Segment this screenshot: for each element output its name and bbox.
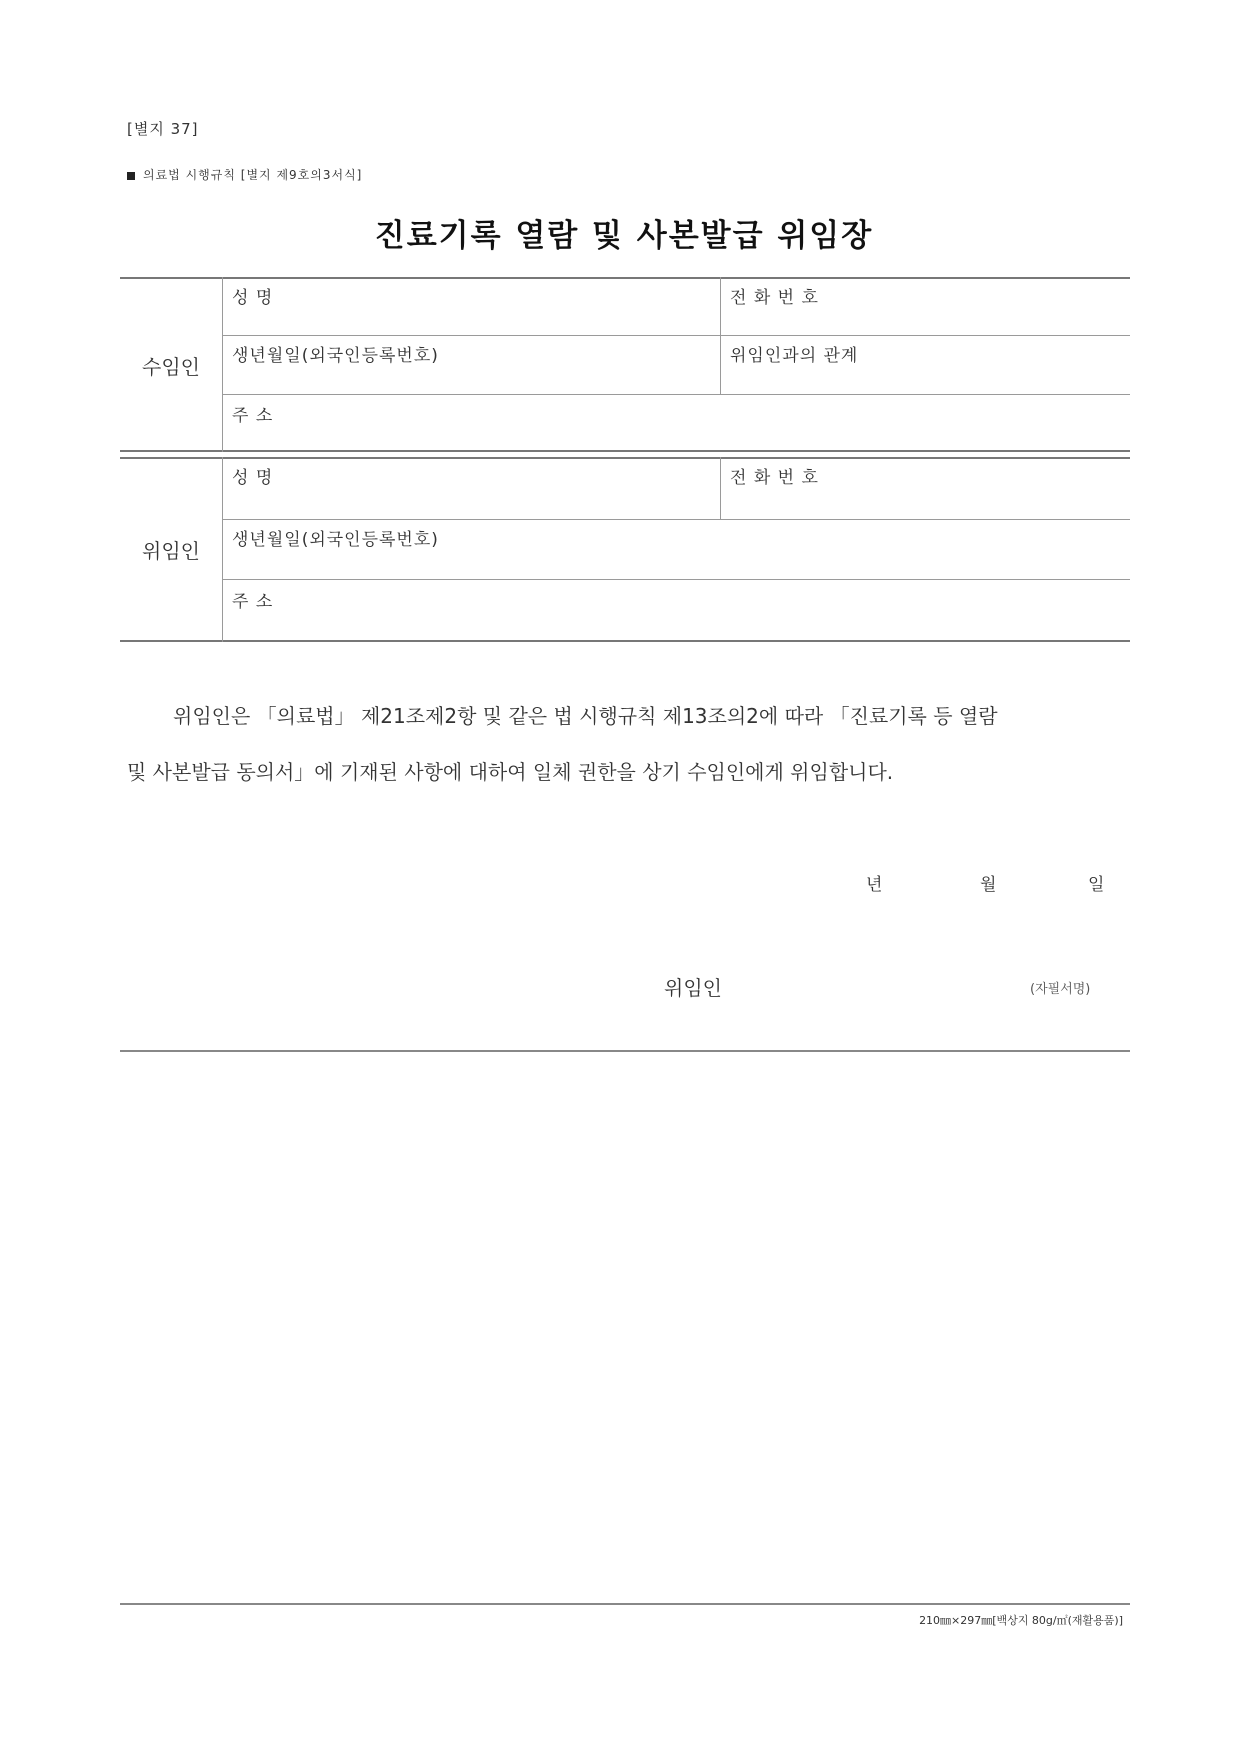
recipient-phone-field[interactable]: 전 화 번 호: [730, 288, 819, 308]
recipient-name-field[interactable]: 성 명: [232, 288, 274, 308]
delegator-address-field[interactable]: 주 소: [232, 592, 274, 612]
statement-line-1: 위임인은 「의료법」 제21조제2항 및 같은 법 시행규칙 제13조의2에 따라 「진료기록 등 열람: [173, 704, 998, 728]
recipient-relation-field[interactable]: 위임인과의 관계: [730, 346, 859, 366]
paper-spec: 210㎜×297㎜[백상지 80g/㎡(재활용품)]: [919, 1614, 1123, 1627]
annex-number: [별지 37]: [127, 120, 199, 138]
delegator-phone-field[interactable]: 전 화 번 호: [730, 468, 819, 488]
statement-line-2: 및 사본발급 동의서」에 기재된 사항에 대하여 일체 권한을 상기 수임인에게 위임합니다.: [127, 760, 894, 784]
square-bullet-icon: [127, 172, 135, 180]
recipient-heading: 수임인: [142, 355, 200, 379]
recipient-address-field[interactable]: 주 소: [232, 406, 274, 426]
footer-divider: [120, 1603, 1130, 1605]
signature-field[interactable]: (자필서명): [1030, 982, 1091, 997]
form-source: [127, 166, 362, 183]
delegator-heading: 위임인: [142, 539, 200, 563]
signature-label: 위임인: [664, 976, 722, 1000]
delegator-birth-field[interactable]: 생년월일(외국인등록번호): [232, 530, 439, 550]
delegator-section: [120, 457, 1130, 642]
recipient-section: [120, 277, 1130, 452]
delegation-statement: [127, 688, 1117, 800]
form-source-text: 의료법 시행규칙 [별지 제9호의3서식]: [143, 168, 363, 182]
delegator-name-field[interactable]: 성 명: [232, 468, 274, 488]
date-day-field[interactable]: 일: [1088, 875, 1105, 895]
date-month-field[interactable]: 월: [980, 875, 997, 895]
form-end-divider: [120, 1050, 1130, 1052]
recipient-birth-field[interactable]: 생년월일(외국인등록번호): [232, 346, 439, 366]
date-year-field[interactable]: 년: [866, 875, 883, 895]
page-title: 진료기록 열람 및 사본발급 위임장: [374, 218, 874, 254]
